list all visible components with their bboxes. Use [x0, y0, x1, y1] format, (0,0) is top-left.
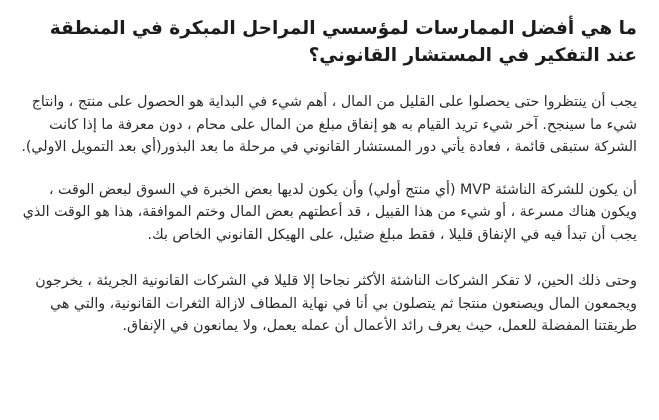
paragraph-2: أن يكون للشركة الناشئة MVP (أي منتج أولي) وأن يكون لديها بعض الخبرة في السوق لبعض الوقت ، ويكون هناك مسرعة ، أو شيء من هذا القبيل ، قد أعطتهم بعض المال وختم الموافقة، هذا هو الوقت الذي يجب أن تبدأ فيه في الإنفاق قليلا ، فقط مبلغ ضئيل، على الهيكل القانوني الخاص بك. — [22, 181, 637, 243]
paragraph-3: وحتى ذلك الحين، لا تفكر الشركات الناشئة الأكثر نجاحا إلا قليلا في الشركات القانونية الجريئة ، يخرجون ويجمعون المال ويصنعون منتجا ثم يتصلون بي أنا في نهاية المطاف لازالة الثغرات القانونية، والتي هي طريقتنا المفضلة للعمل، حيث يعرف رائد الأعمال أن عمله يعمل، ولا يمانعون في الإنفاق. — [35, 273, 637, 334]
paragraph-1: يجب أن ينتظروا حتى يحصلوا على القليل من المال ، أهم شيء في البداية هو الحصول على منتج ، وانتاج شيء ما سينجح. آخر شيء تريد القيام به هو إنفاق مبلغ من المال على محام ، دون معرفة ما إذا كانت الشركة ستبقى قائمة ، فعادة يأتي دور المستشار القانوني في مرحلة ما بعد البذور(أي بعد التمويل الاولي). — [21, 94, 637, 155]
article-heading: ما هي أفضل الممارسات لمؤسسي المراحل المبكرة في المنطقة عند التفكير في المستشار القانوني؟ — [49, 18, 637, 66]
